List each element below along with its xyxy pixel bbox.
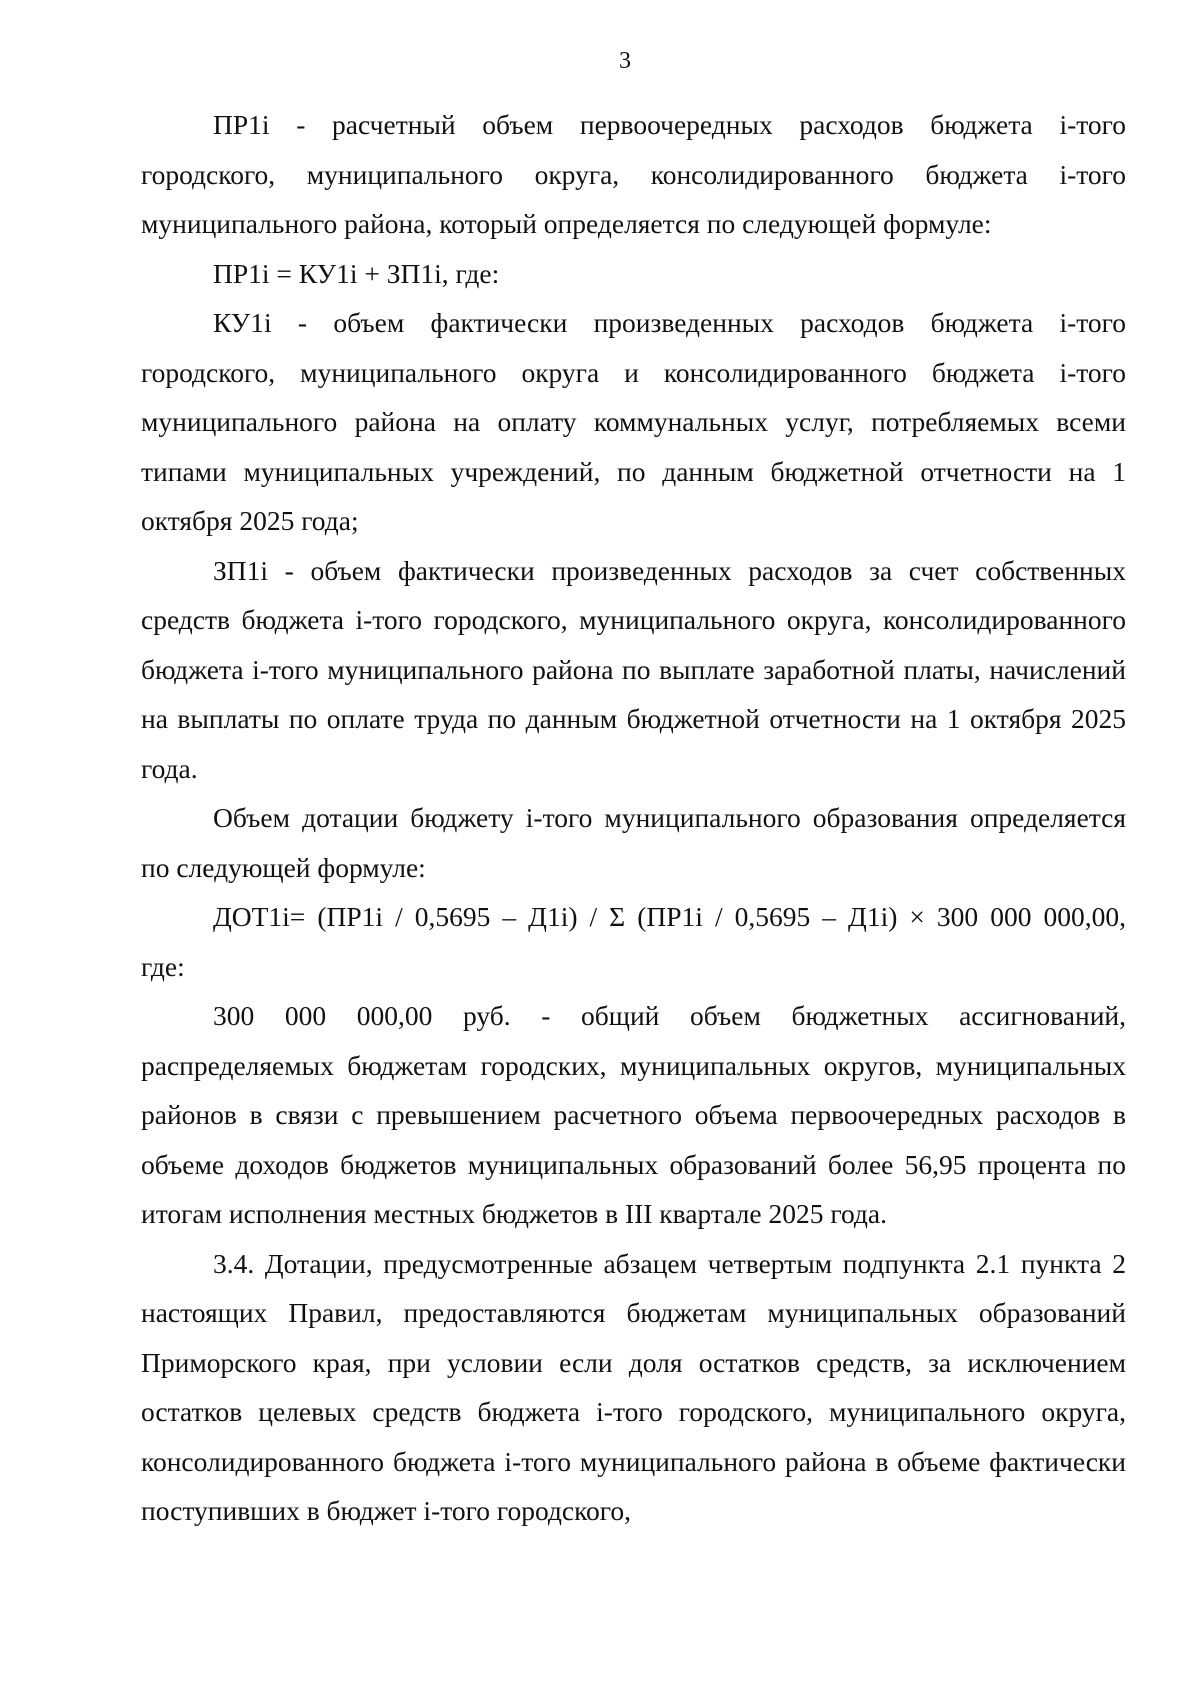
- paragraph-zp1i-definition: ЗП1i - объем фактически произведенных расходов за счет собственных средств бюджета i-того городского, муниципального округа, консолидированного бюджета i-того муниципального района по выплате заработной платы, начислений на выплаты по оплате труда по данным бюджетной отчетности на 1 октября 2025 года.: [141, 554, 1126, 784]
- formula-pr1i: ПР1i = КУ1i + ЗП1i, где:: [213, 257, 500, 289]
- paragraph-ku1i-definition: КУ1i - объем фактически произведенных расходов бюджета i-того городского, муниципального округа и консолидированного бюджета i-того муниципального района на оплату коммунальных услуг, потребляемых всеми типами муниципальных учреждений, по данным бюджетной отчетности на 1 октября 2025 года;: [141, 307, 1126, 536]
- formula-dot1i-where: где:: [141, 950, 185, 982]
- paragraph-section-3-4: 3.4. Дотации, предусмотренные абзацем четвертым подпункта 2.1 пункта 2 настоящих Правил, предоставляются бюджетам муниципальных образований Приморского края, при условии если доля остатков средств, за исключением остатков целевых средств бюджета i-того городского, муниципального округа, консолидированного бюджета i-того муниципального района в объеме фактически поступивших в бюджет i-того городского,: [141, 1247, 1126, 1526]
- formula-dot1i: ДОТ1i= (ПР1i / 0,5695 – Д1i) / Σ (ПР1i / 0,5695 – Д1i) × 300 000 000,00,: [213, 901, 1126, 932]
- paragraph-total-allocation: 300 000 000,00 руб. - общий объем бюджетных ассигнований, распределяемых бюджетам городских, муниципальных округов, муниципальных районов в связи с превышением расчетного объема первоочередных расходов в объеме доходов бюджетов муниципальных образований более 56,95 процента по итогам исполнения местных бюджетов в III квартале 2025 года.: [141, 1000, 1126, 1229]
- document-body: [141, 100, 1126, 1536]
- paragraph-pr1i-definition: ПР1i - расчетный объем первоочередных расходов бюджета i-того городского, муниципального округа, консолидированного бюджета i-того муниципального района, который определяется по следующей формуле:: [141, 109, 1126, 239]
- paragraph-dotation-volume: Объем дотации бюджету i-того муниципального образования определяется по следующей формуле:: [141, 802, 1126, 883]
- page-number: 3: [619, 48, 631, 74]
